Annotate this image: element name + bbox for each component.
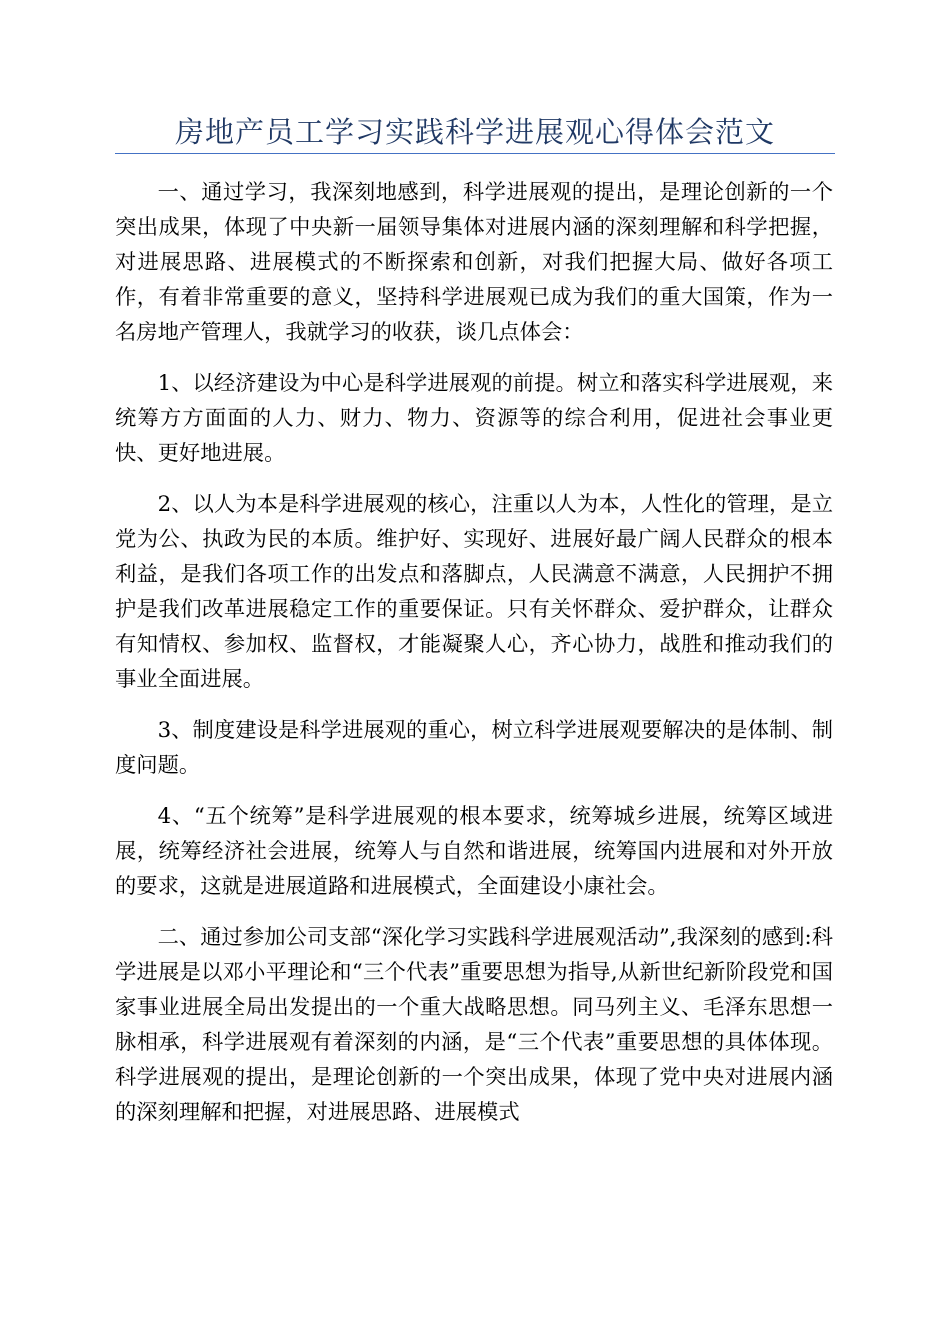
paragraph-point-4: 4、“五个统筹”是科学进展观的根本要求，统筹城乡进展，统筹区域进展，统筹经济社会进展，统筹人与自然和谐进展，统筹国内进展和对外开放的要求，这就是进展道路和进展模式，全面建设小康社会。: [115, 804, 833, 899]
document-body: [115, 175, 833, 1146]
paragraph-point-3: 3、制度建设是科学进展观的重心，树立科学进展观要解决的是体制、制度问题。: [115, 718, 833, 778]
paragraph-section-2: 二、通过参加公司支部“深化学习实践科学进展观活动”,我深刻的感到:科学进展是以邓小平理论和“三个代表”重要思想为指导,从新世纪新阶段党和国家事业进展全局出发提出的一个重大战略思想。同马列主义、毛泽东思想一脉相承，科学进展观有着深刻的内涵，是“三个代表”重要思想的具体体现。科学进展观的提出，是理论创新的一个突出成果，体现了党中央对进展内涵的深刻理解和把握，对进展思路、进展模式: [115, 925, 833, 1125]
paragraph-point-1: 1、以经济建设为中心是科学进展观的前提。树立和落实科学进展观，来统筹方方面面的人力、财力、物力、资源等的综合利用，促进社会事业更快、更好地进展。: [115, 371, 833, 466]
document-title: 房地产员工学习实践科学进展观心得体会范文: [174, 115, 775, 149]
paragraph-intro: 一、通过学习，我深刻地感到，科学进展观的提出，是理论创新的一个突出成果，体现了中央新一届领导集体对进展内涵的深刻理解和科学把握，对进展思路、进展模式的不断探索和创新，对我们把握大局、做好各项工作，有着非常重要的意义，坚持科学进展观已成为我们的重大国策，作为一名房地产管理人，我就学习的收获，谈几点体会：: [115, 180, 833, 345]
title-underline: [115, 153, 835, 154]
paragraph-point-2: 2、以人为本是科学进展观的核心，注重以人为本，人性化的管理，是立党为公、执政为民的本质。维护好、实现好、进展好最广阔人民群众的根本利益，是我们各项工作的出发点和落脚点，人民满意不满意，人民拥护不拥护是我们改革进展稳定工作的重要保证。只有关怀群众、爱护群众，让群众有知情权、参加权、监督权，才能凝聚人心，齐心协力，战胜和推动我们的事业全面进展。: [115, 492, 833, 692]
